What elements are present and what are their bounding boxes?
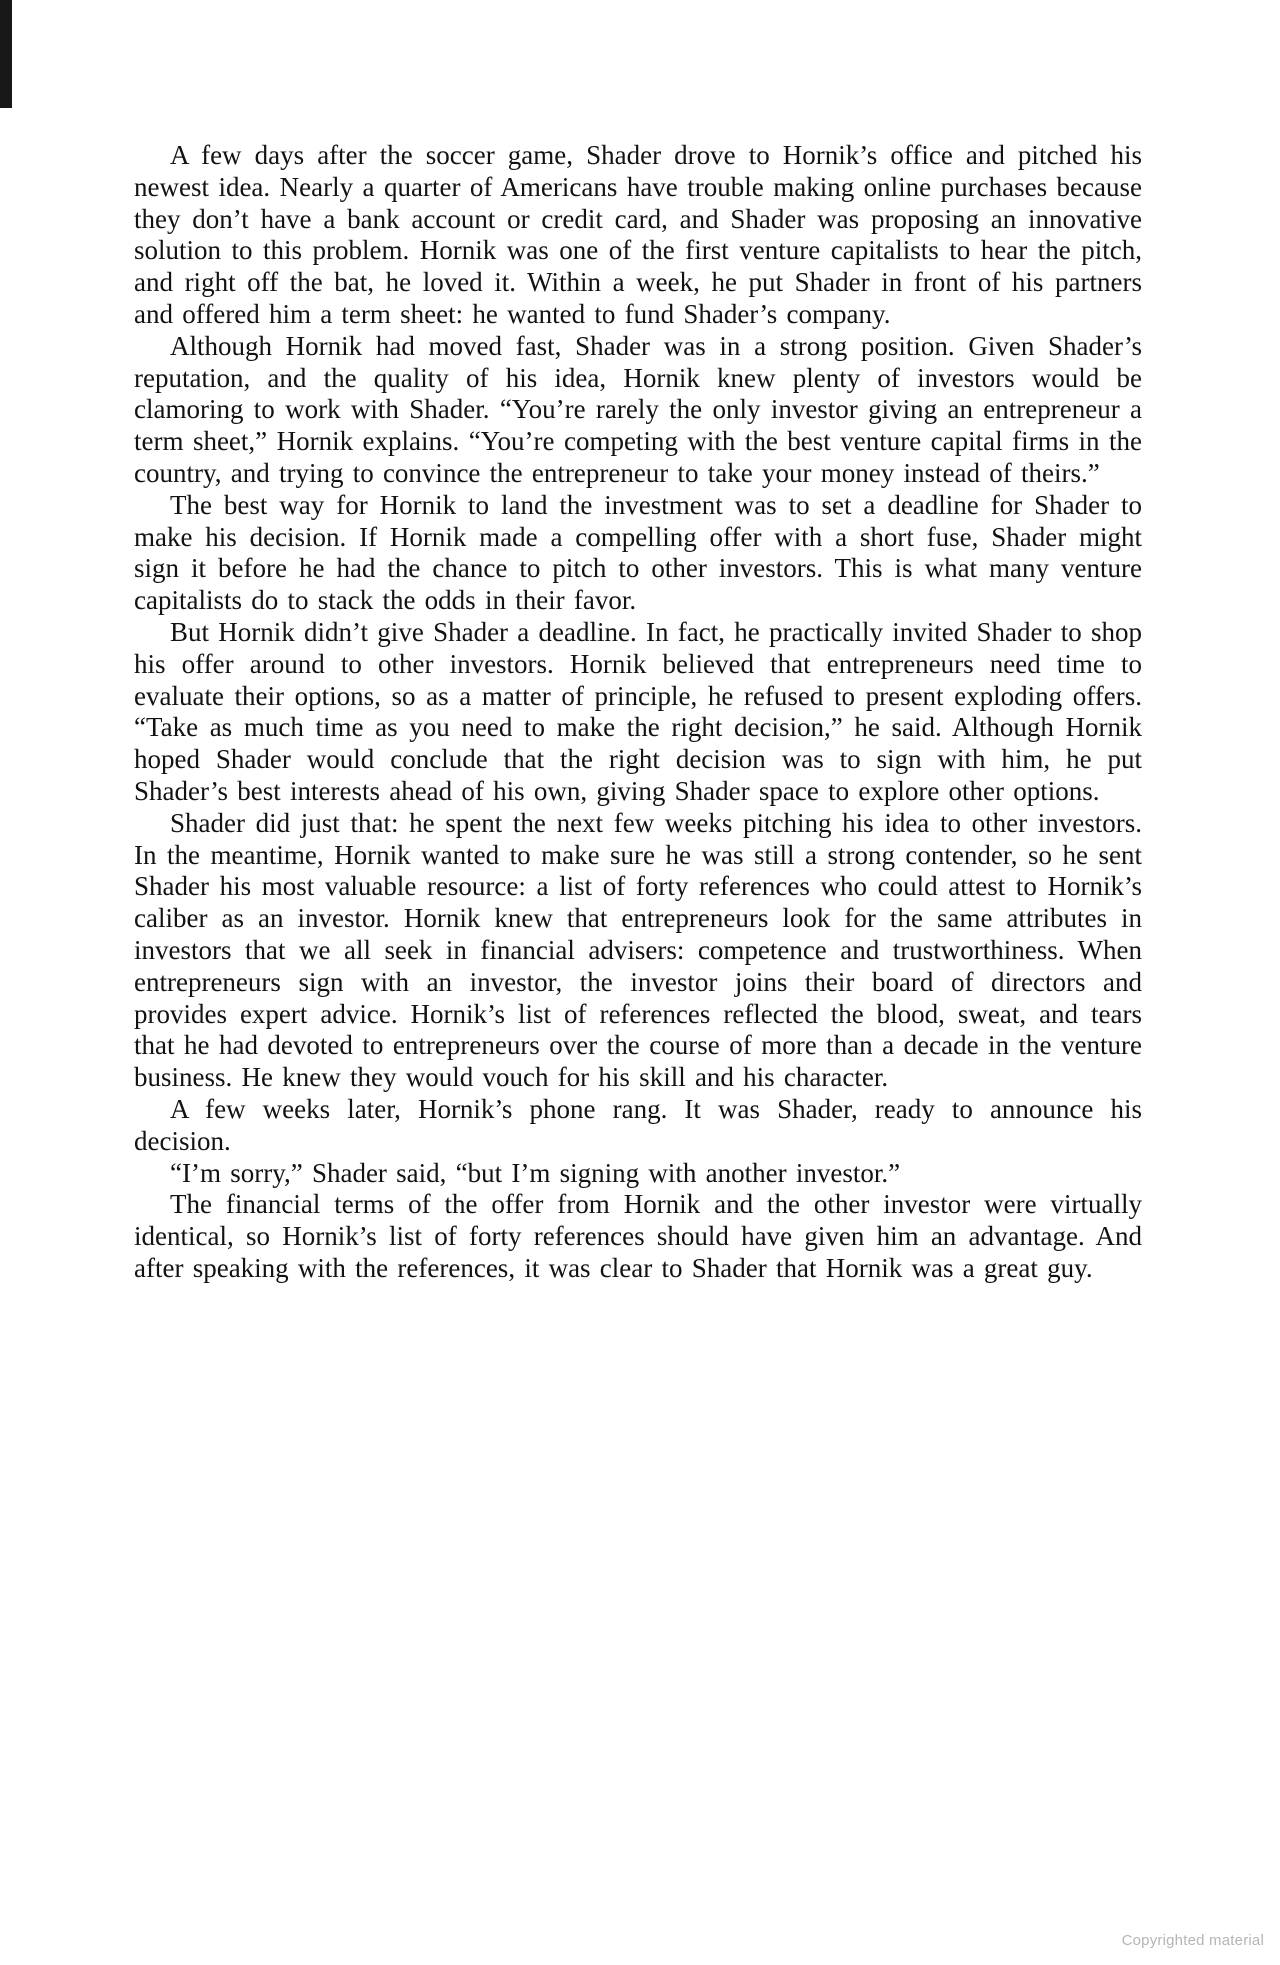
paragraph-6: A few weeks later, Hornik’s phone rang. It was Shader, ready to announce his decision. — [134, 1093, 1142, 1156]
paragraph-8: The financial terms of the offer from Hornik and the other investor were virtually identical, so Hornik’s list of forty references should have given him an advantage. And after speaking with the references, it was clear to Shader that Hornik was a great guy. — [134, 1189, 1142, 1283]
paragraph-5: Shader did just that: he spent the next few weeks pitching his idea to other investors. In the meantime, Hornik wanted to make sure he was still a strong contender, so he sent Shader his most valuable resource: a list of forty references who could attest to Hornik’s caliber as an investor. Hornik knew that entrepreneurs look for the same attributes in investors that we all seek in financial advisers: competence and trustworthiness. When entrepreneurs sign with an investor, the investor joins their board of directors and provides expert advice. Hornik’s list of references reflected the blood, sweat, and tears that he had devoted to entrepreneurs over the course of more than a decade in the venture business. He knew they would vouch for his skill and his character. — [134, 807, 1142, 1093]
paragraph-3: The best way for Hornik to land the investment was to set a deadline for Shader to make his decision. If Hornik made a compelling offer with a short fuse, Shader might sign it before he had the chance to pitch to other investors. This is what many venture capitalists do to stack the odds in their favor. — [134, 489, 1142, 616]
paragraph-4: But Hornik didn’t give Shader a deadline. In fact, he practically invited Shader to shop his offer around to other investors. Hornik believed that entrepreneurs need time to evaluate their options, so as a matter of principle, he refused to present exploding offers. “Take as much time as you need to make the right decision,” he said. Although Hornik hoped Shader would conclude that the right decision was to sign with him, he put Shader’s best interests ahead of his own, giving Shader space to explore other options. — [134, 616, 1142, 806]
paragraph-1: A few days after the soccer game, Shader drove to Hornik’s office and pitched his newest idea. Nearly a quarter of Americans have trouble making online purchases because they don’t have a bank account or credit card, and Shader was proposing an innovative solution to this problem. Hornik was one of the first venture capitalists to hear the pitch, and right off the bat, he loved it. Within a week, he put Shader in front of his partners and offered him a term sheet: he wanted to fund Shader’s company. — [134, 140, 1142, 329]
page-text-block — [134, 140, 1142, 1285]
copyright-watermark: Copyrighted material — [1121, 1932, 1264, 1949]
paragraph-7: “I’m sorry,” Shader said, “but I’m signing with another investor.” — [170, 1157, 901, 1188]
paragraph-2: Although Hornik had moved fast, Shader was in a strong position. Given Shader’s reputation, and the quality of his idea, Hornik knew plenty of investors would be clamoring to work with Shader. “You’re rarely the only investor giving an entrepreneur a term sheet,” Hornik explains. “You’re competing with the best venture capital firms in the country, and trying to convince the entrepreneur to take your money instead of theirs.” — [134, 330, 1142, 488]
scan-edge-artifact — [0, 0, 12, 108]
